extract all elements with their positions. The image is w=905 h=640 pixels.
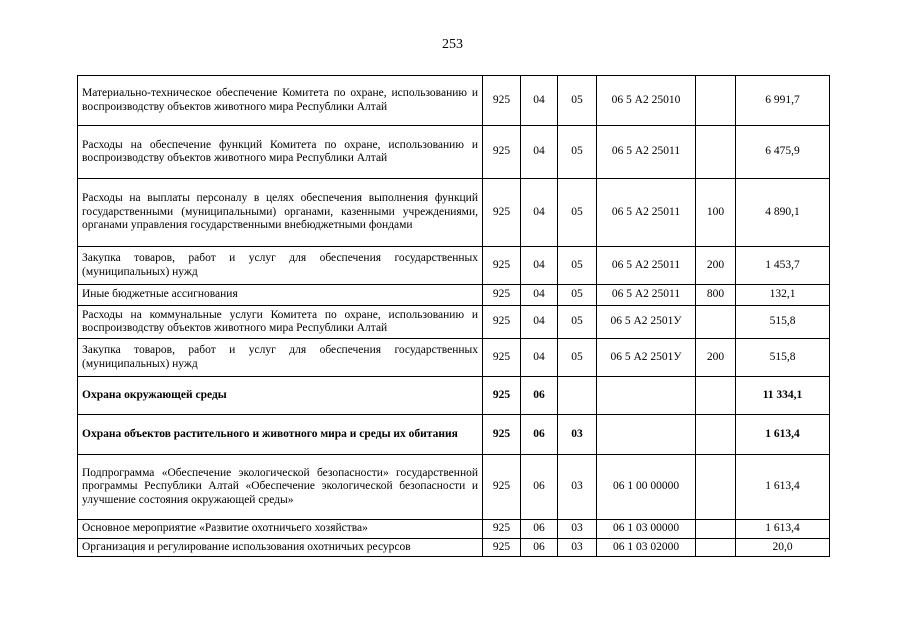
row-vr <box>696 306 736 339</box>
row-name: Закупка товаров, работ и услуг для обеспечения государственных (муниципальных) нужд <box>78 339 483 377</box>
row-rz: 04 <box>521 306 558 339</box>
row-vr <box>696 76 736 126</box>
row-name: Основное мероприятие «Развитие охотничьего хозяйства» <box>78 520 483 539</box>
row-sum: 11 334,1 <box>736 377 830 415</box>
row-csr: 06 1 03 02000 <box>597 538 696 557</box>
row-ved: 925 <box>483 455 521 520</box>
row-sum: 1 613,4 <box>736 455 830 520</box>
row-ved: 925 <box>483 377 521 415</box>
row-csr: 06 5 А2 2501У <box>597 306 696 339</box>
row-sum: 1 613,4 <box>736 520 830 539</box>
row-pr: 03 <box>558 415 597 455</box>
row-sum: 20,0 <box>736 538 830 557</box>
row-sum: 515,8 <box>736 339 830 377</box>
row-csr: 06 5 А2 25010 <box>597 76 696 126</box>
table-row <box>78 285 830 306</box>
row-pr: 05 <box>558 339 597 377</box>
budget-table-body <box>78 76 830 557</box>
row-pr: 03 <box>558 538 597 557</box>
row-rz: 04 <box>521 179 558 247</box>
row-pr <box>558 377 597 415</box>
row-ved: 925 <box>483 339 521 377</box>
table-row <box>78 306 830 339</box>
row-sum: 515,8 <box>736 306 830 339</box>
row-name: Организация и регулирование использования охотничьих ресурсов <box>78 538 483 557</box>
row-rz: 06 <box>521 538 558 557</box>
row-vr: 200 <box>696 339 736 377</box>
budget-table <box>77 75 830 557</box>
row-ved: 925 <box>483 179 521 247</box>
row-ved: 925 <box>483 247 521 285</box>
row-rz: 06 <box>521 455 558 520</box>
row-name: Материально-техническое обеспечение Комитета по охране, использованию и воспроизводству объектов животного мира Республики Алтай <box>78 76 483 126</box>
row-name: Подпрограмма «Обеспечение экологической безопасности» государственной программы Республики Алтай «Обеспечение экологической безопасности и улучшение состояния окружающей среды» <box>78 455 483 520</box>
row-pr: 05 <box>558 247 597 285</box>
row-vr: 800 <box>696 285 736 306</box>
row-ved: 925 <box>483 538 521 557</box>
row-rz: 06 <box>521 520 558 539</box>
row-rz: 04 <box>521 285 558 306</box>
row-csr: 06 1 03 00000 <box>597 520 696 539</box>
row-pr: 05 <box>558 179 597 247</box>
row-rz: 04 <box>521 126 558 179</box>
row-pr: 03 <box>558 520 597 539</box>
row-sum: 132,1 <box>736 285 830 306</box>
row-rz: 04 <box>521 339 558 377</box>
table-row <box>78 520 830 539</box>
row-pr: 05 <box>558 76 597 126</box>
row-sum: 4 890,1 <box>736 179 830 247</box>
row-pr: 05 <box>558 126 597 179</box>
row-sum: 1 613,4 <box>736 415 830 455</box>
page-number: 253 <box>442 37 463 52</box>
row-pr: 05 <box>558 285 597 306</box>
row-csr: 06 5 А2 25011 <box>597 247 696 285</box>
row-csr: 06 5 А2 2501У <box>597 339 696 377</box>
row-vr <box>696 538 736 557</box>
row-ved: 925 <box>483 306 521 339</box>
row-name: Расходы на коммунальные услуги Комитета по охране, использованию и воспроизводству объектов животного мира Республики Алтай <box>78 306 483 339</box>
row-vr <box>696 377 736 415</box>
table-row <box>78 247 830 285</box>
table-row <box>78 377 830 415</box>
row-rz: 06 <box>521 415 558 455</box>
row-csr: 06 5 А2 25011 <box>597 179 696 247</box>
table-row <box>78 126 830 179</box>
row-ved: 925 <box>483 126 521 179</box>
row-sum: 6 475,9 <box>736 126 830 179</box>
row-csr <box>597 377 696 415</box>
row-csr: 06 5 А2 25011 <box>597 126 696 179</box>
table-row <box>78 179 830 247</box>
row-rz: 04 <box>521 247 558 285</box>
row-vr <box>696 455 736 520</box>
table-row <box>78 455 830 520</box>
row-ved: 925 <box>483 520 521 539</box>
row-rz: 04 <box>521 76 558 126</box>
row-csr <box>597 415 696 455</box>
row-ved: 925 <box>483 415 521 455</box>
row-name: Закупка товаров, работ и услуг для обеспечения государственных (муниципальных) нужд <box>78 247 483 285</box>
row-sum: 6 991,7 <box>736 76 830 126</box>
table-row <box>78 538 830 557</box>
row-vr <box>696 520 736 539</box>
row-name: Иные бюджетные ассигнования <box>78 285 483 306</box>
row-name: Охрана объектов растительного и животного мира и среды их обитания <box>78 415 483 455</box>
row-vr <box>696 415 736 455</box>
row-sum: 1 453,7 <box>736 247 830 285</box>
row-name: Расходы на выплаты персоналу в целях обеспечения выполнения функций государственными (муниципальными) органами, казенными учреждениями, органами управления государственными внебюджетными фондами <box>78 179 483 247</box>
row-name: Охрана окружающей среды <box>78 377 483 415</box>
table-row <box>78 76 830 126</box>
row-csr: 06 1 00 00000 <box>597 455 696 520</box>
table-row <box>78 339 830 377</box>
row-ved: 925 <box>483 76 521 126</box>
row-name: Расходы на обеспечение функций Комитета по охране, использованию и воспроизводству объектов животного мира Республики Алтай <box>78 126 483 179</box>
table-row <box>78 415 830 455</box>
row-vr: 100 <box>696 179 736 247</box>
row-vr <box>696 126 736 179</box>
row-ved: 925 <box>483 285 521 306</box>
row-pr: 05 <box>558 306 597 339</box>
row-csr: 06 5 А2 25011 <box>597 285 696 306</box>
row-vr: 200 <box>696 247 736 285</box>
row-pr: 03 <box>558 455 597 520</box>
row-rz: 06 <box>521 377 558 415</box>
